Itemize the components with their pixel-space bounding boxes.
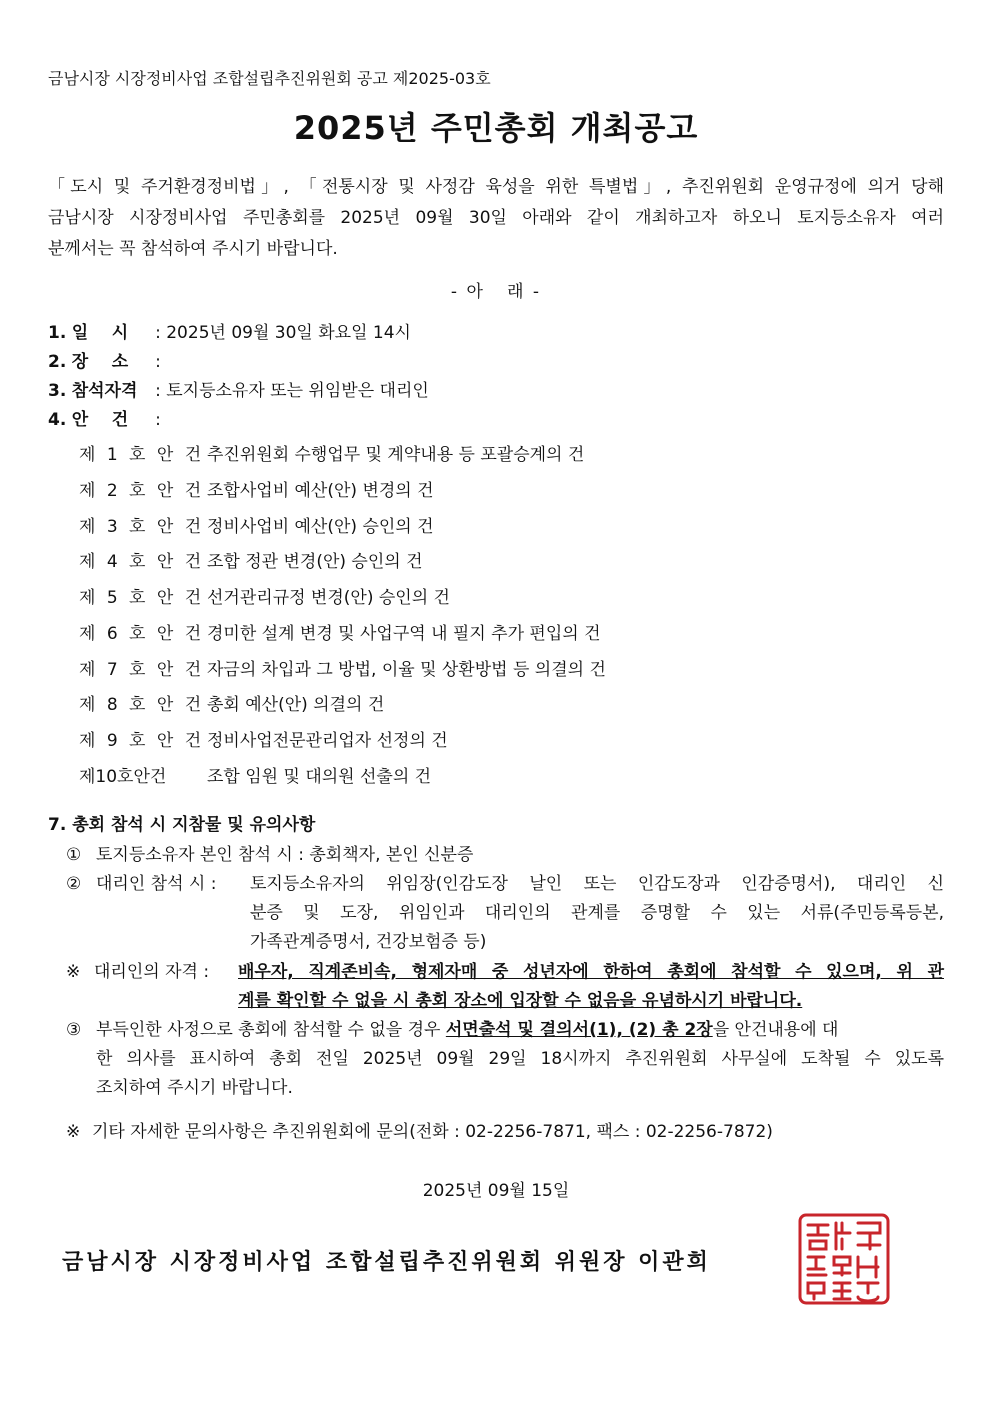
notes-heading: 7. 총회 참석 시 지참물 및 유의사항 — [48, 815, 316, 835]
intro-line-1: 「도시 및 주거환경정비법」, 「전통시장 및 사정감 육성을 위한 특별법」, 추진위원회 운영규정에 의거 당해 — [48, 177, 944, 197]
note-text: 부득인한 사정으로 총회에 참석할 수 없을 경우 — [96, 1020, 441, 1040]
note-3 — [66, 1015, 944, 1040]
signature-line: 금남시장 시장정비사업 조합설립추진위원회 위원장 이관희 — [62, 1250, 711, 1275]
agenda-text: 추진위원회 수행업무 및 계약내용 등 포괄승계의 건 — [207, 445, 585, 465]
agenda-number: 제 4 호 안 건 — [79, 552, 205, 572]
note-marker: ③ — [66, 1020, 82, 1040]
item-qualification — [48, 376, 429, 401]
item-label: 안 건 — [71, 410, 129, 430]
note-marker: ② — [66, 874, 82, 894]
agenda-number: 제 2 호 안 건 — [79, 481, 205, 501]
agenda-text: 자금의 차입과 그 방법, 이율 및 상환방법 등 의결의 건 — [207, 660, 606, 680]
below-label: - 아 래 - — [450, 282, 542, 302]
note-2-line-1: 토지등소유자의 위임장(인감도장 날인 또는 인감도장과 인감증명서), 대리인 신 — [250, 874, 944, 894]
item-agenda — [48, 405, 161, 430]
note-2-line-3: 가족관계증명서, 건강보험증 등) — [250, 932, 487, 952]
agenda-number: 제10호안건 — [79, 767, 167, 787]
signed-date: 2025년 09월 15일 — [422, 1181, 570, 1201]
item-place — [48, 347, 161, 372]
item-number: 2. — [48, 352, 67, 372]
note-label: 대리인 참석 시 : — [96, 874, 217, 894]
item-value: : — [155, 410, 161, 430]
agenda-text: 정비사업비 예산(안) 승인의 건 — [207, 517, 434, 537]
agenda-item — [79, 476, 434, 501]
note-text: 토지등소유자 본인 참석 시 : 총회책자, 본인 신분증 — [96, 845, 474, 865]
note-2 — [66, 869, 216, 894]
intro-line-2: 금남시장 시장정비사업 주민총회를 2025년 09월 30일 아래와 같이 개최하고자 하오니 토지등소유자 여러 — [48, 208, 944, 228]
intro-line-3: 분께서는 꼭 참석하여 주시기 바랍니다. — [48, 239, 338, 259]
item-value: : 2025년 09월 30일 화요일 14시 — [155, 323, 411, 343]
contact-text: 기타 자세한 문의사항은 추진위원회에 문의(전화 : 02-2256-7871, 팩스 : 02-2256-7872) — [92, 1122, 773, 1142]
agenda-number: 제 9 호 안 건 — [79, 731, 205, 751]
agenda-item — [79, 547, 423, 572]
agenda-number: 제 6 호 안 건 — [79, 624, 205, 644]
agenda-text: 경미한 설계 변경 및 사업구역 내 필지 추가 편입의 건 — [207, 624, 601, 644]
item-value: : 토지등소유자 또는 위임받은 대리인 — [155, 381, 429, 401]
official-seal — [796, 1211, 892, 1307]
item-date — [48, 318, 411, 343]
proxy-qualification — [66, 957, 209, 982]
note-2-line-2: 분증 및 도장, 위임인과 대리인의 관계를 증명할 수 있는 서류(주민등록등본, — [250, 903, 944, 923]
item-number: 3. — [48, 381, 67, 401]
note-emphasis: 서면출석 및 결의서(1), (2) 총 2장 — [445, 1020, 713, 1040]
item-label: 일 시 — [71, 323, 129, 343]
item-number: 4. — [48, 410, 67, 430]
note-3-line-3: 조치하여 주시기 바랍니다. — [96, 1078, 293, 1098]
proxy-line-2: 계를 확인할 수 없을 시 총회 장소에 입장할 수 없음을 유념하시기 바랍니다. — [238, 991, 803, 1011]
note-text: 을 안건내용에 대 — [712, 1020, 839, 1040]
item-value: : — [155, 352, 161, 372]
agenda-item — [79, 762, 431, 787]
agenda-number: 제 7 호 안 건 — [79, 660, 205, 680]
item-label: 장 소 — [71, 352, 129, 372]
note-marker: ※ — [66, 962, 81, 982]
note-label: 대리인의 자격 : — [94, 962, 210, 982]
agenda-text: 선거관리규정 변경(안) 승인의 건 — [207, 588, 450, 608]
note-3-line-2: 한 의사를 표시하여 총회 전일 2025년 09월 29일 18시까지 추진위원회 사무실에 도착될 수 있도록 — [96, 1049, 944, 1069]
agenda-item — [79, 619, 601, 644]
note-marker: ※ — [66, 1122, 81, 1142]
agenda-number: 제 3 호 안 건 — [79, 517, 205, 537]
agenda-text: 총회 예산(안) 의결의 건 — [207, 695, 385, 715]
agenda-number: 제 1 호 안 건 — [79, 445, 205, 465]
contact-note — [66, 1117, 773, 1142]
note-marker: ① — [66, 845, 82, 865]
agenda-item — [79, 690, 384, 715]
item-label: 참석자격 — [71, 381, 138, 401]
proxy-line-1: 배우자, 직계존비속, 형제자매 중 성년자에 한하여 총회에 참석할 수 있으며, 위 관 — [238, 962, 944, 982]
agenda-number: 제 5 호 안 건 — [79, 588, 205, 608]
agenda-item — [79, 726, 448, 751]
agenda-number: 제 8 호 안 건 — [79, 695, 205, 715]
agenda-item — [79, 583, 450, 608]
agenda-item — [79, 440, 584, 465]
document-title: 2025년 주민총회 개최공고 — [293, 109, 699, 147]
agenda-text: 조합사업비 예산(안) 변경의 건 — [207, 481, 434, 501]
agenda-text: 정비사업전문관리업자 선정의 건 — [207, 731, 448, 751]
agenda-text: 조합 임원 및 대의원 선출의 건 — [207, 767, 432, 787]
agenda-item — [79, 655, 606, 680]
note-1 — [66, 840, 473, 865]
agenda-item — [79, 512, 434, 537]
agenda-text: 조합 정관 변경(안) 승인의 건 — [207, 552, 423, 572]
notice-number: 금남시장 시장정비사업 조합설립추진위원회 공고 제2025-03호 — [48, 69, 491, 88]
item-number: 1. — [48, 323, 67, 343]
